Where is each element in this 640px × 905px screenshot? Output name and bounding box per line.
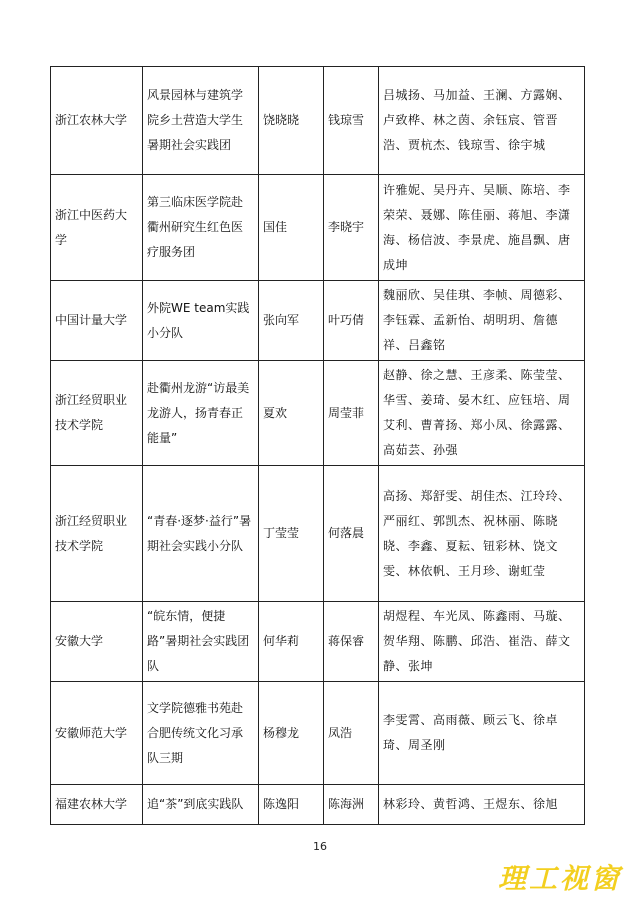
school-cell: 中国计量大学	[51, 281, 143, 361]
members-cell: 赵静、徐之慧、王彦柔、陈莹莹、华雪、姜琦、晏木红、应钰培、周艾利、曹菁扬、郑小凤、徐露露、高茹芸、孙强	[379, 361, 585, 466]
members-cell: 许雅妮、吴丹卉、吴顺、陈培、李荣荣、聂娜、陈佳丽、蒋旭、李潇海、杨信波、李景虎、施昌飘、唐成坤	[379, 175, 585, 281]
table-row	[51, 361, 585, 466]
leader-cell: 张向军	[259, 281, 324, 361]
team-cell: “皖东情，便捷路”暑期社会实践团队	[143, 602, 259, 682]
advisor-cell: 凤浩	[324, 682, 379, 785]
table-row	[51, 602, 585, 682]
school-cell: 浙江经贸职业技术学院	[51, 361, 143, 466]
advisor-cell: 李晓宇	[324, 175, 379, 281]
leader-cell: 饶晓晓	[259, 67, 324, 175]
members-cell: 李雯霄、高雨薇、顾云飞、徐卓琦、周圣刚	[379, 682, 585, 785]
members-cell: 魏丽欣、吴佳琪、李帧、周德彩、李钰霖、孟新怡、胡明玥、詹德祥、吕鑫铭	[379, 281, 585, 361]
team-cell: 外院WE team实践小分队	[143, 281, 259, 361]
school-cell: 浙江农林大学	[51, 67, 143, 175]
leader-cell: 夏欢	[259, 361, 324, 466]
team-cell: 追“茶”到底实践队	[143, 785, 259, 825]
page-number: 16	[313, 840, 327, 853]
advisor-cell: 周莹菲	[324, 361, 379, 466]
school-cell: 浙江经贸职业技术学院	[51, 466, 143, 602]
table-row	[51, 466, 585, 602]
advisor-cell: 蒋保睿	[324, 602, 379, 682]
leader-cell: 国佳	[259, 175, 324, 281]
team-cell: 第三临床医学院赴衢州研究生红色医疗服务团	[143, 175, 259, 281]
watermark-logo: 理工视窗	[497, 862, 622, 895]
table-row	[51, 175, 585, 281]
advisor-cell: 叶巧倩	[324, 281, 379, 361]
members-cell: 高扬、郑舒雯、胡佳杰、江玲玲、严丽红、郭凯杰、祝林丽、陈晓晓、李鑫、夏耘、钮彩林、饶文雯、林依帆、王月珍、谢虹莹	[379, 466, 585, 602]
table-row	[51, 281, 585, 361]
members-cell: 胡煜程、车光凤、陈鑫雨、马璇、贺华翔、陈鹏、邱浩、崔浩、薛文静、张坤	[379, 602, 585, 682]
school-cell: 安徽大学	[51, 602, 143, 682]
table-row	[51, 682, 585, 785]
school-cell: 福建农林大学	[51, 785, 143, 825]
table-row	[51, 785, 585, 825]
team-cell: 风景园林与建筑学院乡土营造大学生暑期社会实践团	[143, 67, 259, 175]
team-cell: 赴衢州龙游“访最美龙游人，扬青春正能量”	[143, 361, 259, 466]
members-cell: 吕城扬、马加益、王澜、方露娴、卢致桦、林之茵、余钰宸、管晋浩、贾杭杰、钱琼雪、徐宇城	[379, 67, 585, 175]
members-cell: 林彩玲、黄哲鸿、王煜东、徐旭	[379, 785, 585, 825]
leader-cell: 陈逸阳	[259, 785, 324, 825]
table-row	[51, 67, 585, 175]
team-cell: 文学院德雅书苑赴合肥传统文化习承队三期	[143, 682, 259, 785]
advisor-cell: 陈海洲	[324, 785, 379, 825]
team-cell: “青春·逐梦·益行”暑期社会实践小分队	[143, 466, 259, 602]
advisor-cell: 何落晨	[324, 466, 379, 602]
school-cell: 安徽师范大学	[51, 682, 143, 785]
school-cell: 浙江中医药大学	[51, 175, 143, 281]
roster-table	[50, 66, 585, 825]
advisor-cell: 钱琼雪	[324, 67, 379, 175]
leader-cell: 丁莹莹	[259, 466, 324, 602]
leader-cell: 何华莉	[259, 602, 324, 682]
leader-cell: 杨穆龙	[259, 682, 324, 785]
